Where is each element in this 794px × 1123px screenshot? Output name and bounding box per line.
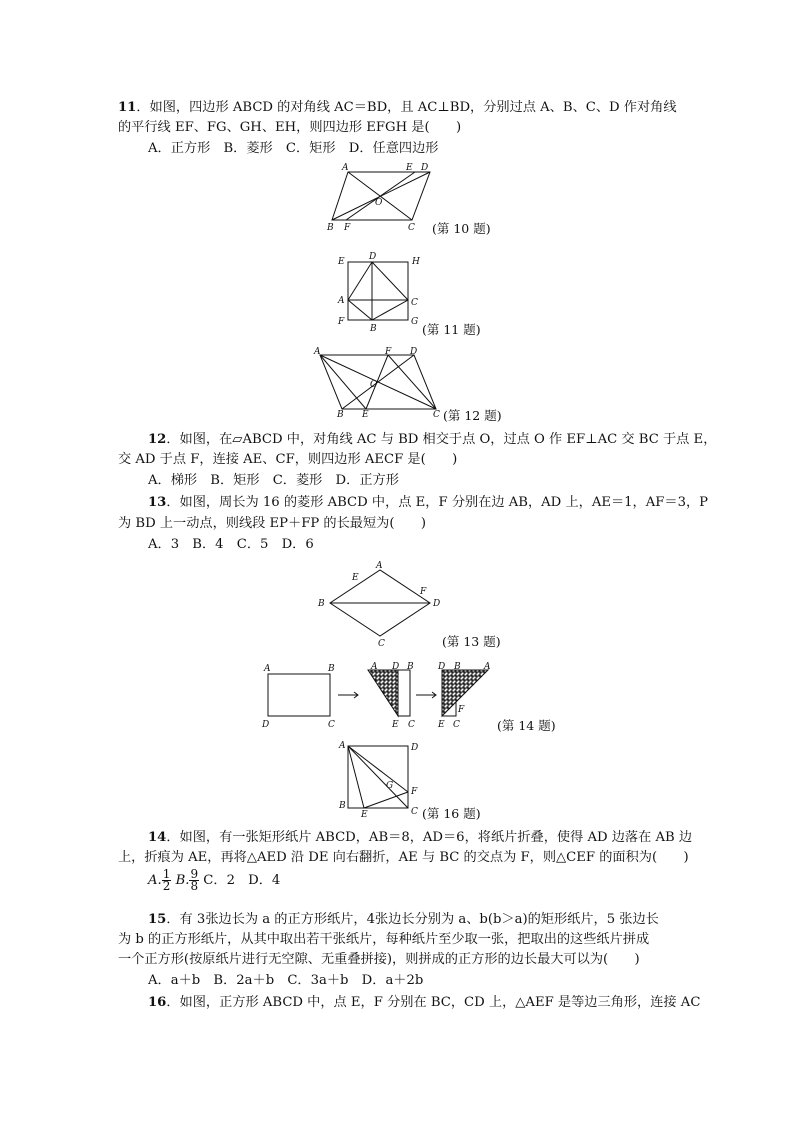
q13-line-1 bbox=[148, 493, 708, 513]
q11-text-1: ．如图，四边形 ABCD 的对角线 AC＝BD，且 AC⊥BD，分别过点 A、B、C、D 作对角线 bbox=[136, 100, 677, 115]
fig12-caption: (第 12 题) bbox=[443, 408, 502, 423]
q14-line-2: 上，折痕为 AE，再将△AED 沿 DE 向右翻折，AE 与 BC 的交点为 F，则△CEF 的面积为( ) bbox=[118, 850, 689, 865]
q14-option-a-label: A. bbox=[148, 873, 162, 888]
fig16-label-d: D bbox=[411, 743, 419, 753]
fig14-label-b1: B bbox=[328, 664, 335, 674]
fig14-label-b2: B bbox=[407, 662, 414, 672]
fig10-caption: (第 10 题) bbox=[432, 221, 491, 236]
fig12-label-o: O bbox=[370, 380, 378, 390]
fig10-label-a: A bbox=[342, 163, 349, 173]
fig11-label-b: B bbox=[370, 324, 377, 334]
q15-text-1: ．有 3张边长为 a 的正方形纸片，4张边长分别为 a、b(b＞a)的矩形纸片，5 张边长 bbox=[166, 912, 659, 927]
fig16-label-f: F bbox=[411, 787, 418, 797]
fig12-label-b: B bbox=[337, 410, 344, 420]
q14-option-b-label: B. bbox=[175, 873, 190, 888]
fig13-caption: (第 13 题) bbox=[442, 634, 501, 649]
fig12-label-c: C bbox=[433, 410, 440, 420]
fig14-label-d3: D bbox=[438, 662, 446, 672]
fig14-label-e3: E bbox=[438, 720, 445, 730]
fig11-caption: (第 11 题) bbox=[422, 322, 481, 337]
q15-number: 15 bbox=[148, 912, 167, 927]
fig14-label-c2: C bbox=[408, 720, 415, 730]
q11-number: 11 bbox=[118, 100, 137, 115]
fig10-label-f: F bbox=[344, 223, 351, 233]
fig11-label-e: E bbox=[338, 257, 345, 267]
fig12-label-d: D bbox=[410, 347, 418, 357]
q15-options: A．a＋b B．2a＋b C．3a＋b D．a＋2b bbox=[148, 973, 424, 988]
fig10-label-e: E bbox=[406, 163, 413, 173]
q15-line-2: 为 b 的正方形纸片，从其中取出若干张纸片，每种纸片至少取一张，把取出的这些纸片拼成 bbox=[118, 932, 650, 947]
fig12-label-f: F bbox=[385, 347, 392, 357]
fig13-label-d: D bbox=[433, 599, 441, 609]
q13-text-1: ．如图，周长为 16 的菱形 ABCD 中，点 E，F 分别在边 AB，AD 上，AE＝1，AF＝3，P bbox=[166, 495, 709, 510]
figure-14 bbox=[256, 660, 506, 732]
q12-line-1 bbox=[148, 430, 716, 450]
fig13-label-a: A bbox=[376, 561, 383, 571]
q14-option-b-fraction: $\frac{9}{8}$ bbox=[190, 867, 199, 893]
q14-number: 14 bbox=[148, 830, 167, 845]
fig14-label-c3: C bbox=[453, 720, 460, 730]
fig13-label-e: E bbox=[352, 573, 359, 583]
fig12-label-e: E bbox=[362, 410, 369, 420]
q12-line-2: 交 AD 于点 F，连接 AE、CF，则四边形 AECF 是( ) bbox=[118, 452, 458, 467]
fig13-label-c: C bbox=[378, 639, 385, 649]
fig14-label-a2: A bbox=[371, 662, 378, 672]
fig16-label-b: B bbox=[339, 801, 346, 811]
fig10-label-d: D bbox=[421, 163, 429, 173]
fig11-label-d: D bbox=[369, 252, 377, 262]
q14-options-rest: C．2 D．4 bbox=[203, 873, 281, 888]
q12-text-1: ．如图，在▱ABCD 中，对角线 AC 与 BD 相交于点 O，过点 O 作 EF⊥AC 交 BC 于点 E， bbox=[166, 432, 717, 447]
fig14-label-d1: D bbox=[262, 720, 270, 730]
fig14-label-d2: D bbox=[392, 662, 400, 672]
q11-options: A．正方形 B．菱形 C．矩形 D．任意四边形 bbox=[148, 141, 439, 156]
fig11-label-c: C bbox=[411, 298, 418, 308]
fig11-label-h: H bbox=[412, 257, 420, 267]
q16-text-1: ．如图，正方形 ABCD 中，点 E，F 分别在 BC，CD 上，△AEF 是等边三角形，连接 AC bbox=[166, 995, 701, 1010]
fig14-label-a1: A bbox=[264, 664, 271, 674]
figure-10 bbox=[320, 160, 450, 235]
q14-option-a-fraction: $\frac{1}{2}$ bbox=[162, 867, 171, 893]
fig14-label-f3: F bbox=[458, 705, 465, 715]
fig13-label-f: F bbox=[420, 587, 427, 597]
q12-number: 12 bbox=[148, 432, 167, 447]
q16-line-1 bbox=[148, 993, 700, 1013]
fig11-label-a: A bbox=[338, 296, 345, 306]
fig11-label-f: F bbox=[338, 317, 345, 327]
fig10-label-b: B bbox=[327, 223, 334, 233]
figure-11 bbox=[336, 252, 426, 334]
q16-number: 16 bbox=[148, 995, 167, 1010]
q14-line-1 bbox=[148, 828, 692, 848]
fig16-label-g: G bbox=[386, 781, 394, 791]
q13-options: A．3 B．4 C．5 D．6 bbox=[148, 537, 314, 552]
fig14-label-b3: B bbox=[454, 662, 461, 672]
fig16-label-e: E bbox=[361, 810, 368, 820]
q14-text-1: ．如图，有一张矩形纸片 ABCD，AB＝8，AD＝6，将纸片折叠，使得 AD 边落在 AB 边 bbox=[166, 830, 693, 845]
q13-line-2: 为 BD 上一动点，则线段 EP＋FP 的长最短为( ) bbox=[118, 516, 427, 531]
figure-13 bbox=[312, 558, 452, 648]
figure-16 bbox=[336, 738, 426, 818]
q14-options bbox=[148, 868, 280, 894]
fig16-caption: (第 16 题) bbox=[422, 806, 481, 821]
fig16-label-a: A bbox=[339, 741, 346, 751]
q15-line-1 bbox=[148, 910, 659, 930]
fig14-caption: (第 14 题) bbox=[497, 718, 556, 733]
fig16-label-c: C bbox=[411, 807, 418, 817]
fig12-label-a: A bbox=[314, 347, 321, 357]
q11-line-2: 的平行线 EF、FG、GH、EH，则四边形 EFGH 是( ) bbox=[118, 120, 462, 135]
q15-line-3: 一个正方形(按原纸片进行无空隙、无重叠拼接)，则拼成的正方形的边长最大可以为( ) bbox=[118, 952, 640, 967]
fig13-label-b: B bbox=[318, 599, 325, 609]
fig11-label-g: G bbox=[411, 317, 419, 327]
fig10-label-o: O bbox=[375, 198, 383, 208]
fig14-label-a3: A bbox=[484, 662, 491, 672]
fig14-label-e2: E bbox=[392, 720, 399, 730]
figure-12 bbox=[306, 346, 446, 421]
q11-line-1 bbox=[118, 98, 677, 118]
q13-number: 13 bbox=[148, 495, 167, 510]
q12-options: A．梯形 B．矩形 C．菱形 D．正方形 bbox=[148, 473, 399, 488]
fig10-label-c: C bbox=[408, 223, 415, 233]
fig14-label-c1: C bbox=[328, 720, 335, 730]
